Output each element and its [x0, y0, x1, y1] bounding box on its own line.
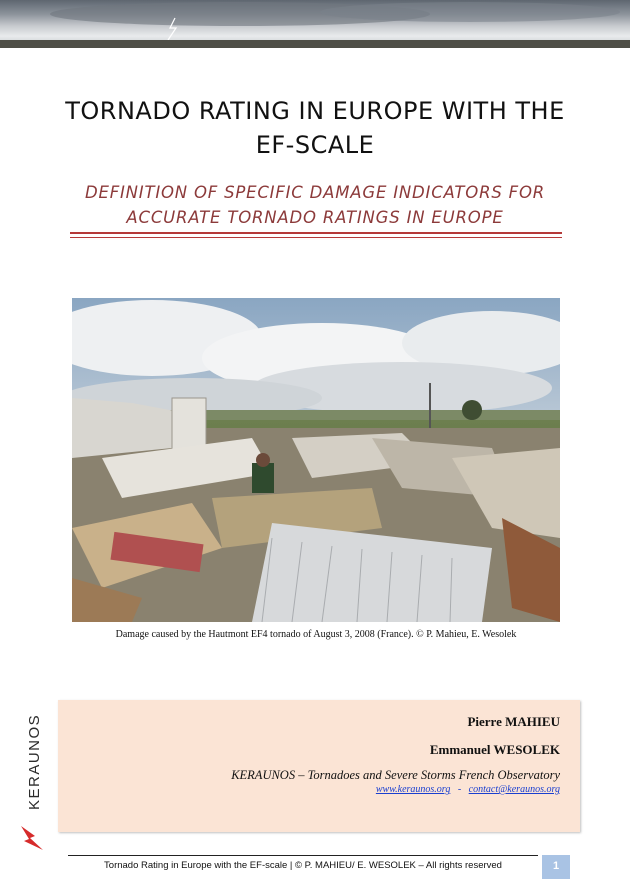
photo-caption: Damage caused by the Hautmont EF4 tornado of August 3, 2008 (France). © P. Mahieu, E. Wesolek	[115, 629, 517, 640]
organization-name: KERAUNOS – Tornadoes and Severe Storms French Observatory	[231, 768, 560, 782]
document-subtitle: DEFINITION OF SPECIFIC DAMAGE INDICATORS FOR ACCURATE TORNADO RATINGS IN EUROPE	[84, 183, 546, 227]
tornado-damage-photo	[72, 298, 560, 622]
page-number-badge	[542, 855, 570, 879]
website-link[interactable]: www.keraunos.org	[375, 784, 451, 795]
lightning-bolt-icon	[21, 826, 43, 850]
link-separator: -	[457, 784, 462, 795]
keraunos-logo	[13, 700, 49, 860]
logo-wordmark: KERAUNOS	[26, 713, 43, 810]
footer-text: Tornado Rating in Europe with the EF-scale | © P. MAHIEU/ E. WESOLEK – All rights reserved	[104, 860, 502, 871]
contact-links	[376, 784, 560, 795]
email-link[interactable]: contact@keraunos.org	[468, 784, 560, 795]
author-name: Emmanuel WESOLEK	[429, 742, 560, 757]
author-info-box	[58, 700, 580, 832]
page-number: 1	[552, 860, 560, 872]
footer-divider	[68, 855, 538, 856]
header-banner-image	[0, 0, 630, 48]
storm-sky-graphic	[0, 0, 630, 48]
subtitle-divider	[70, 232, 562, 238]
document-title: TORNADO RATING IN EUROPE WITH THE EF-SCALE	[65, 97, 565, 159]
author-name: Pierre MAHIEU	[467, 714, 560, 729]
